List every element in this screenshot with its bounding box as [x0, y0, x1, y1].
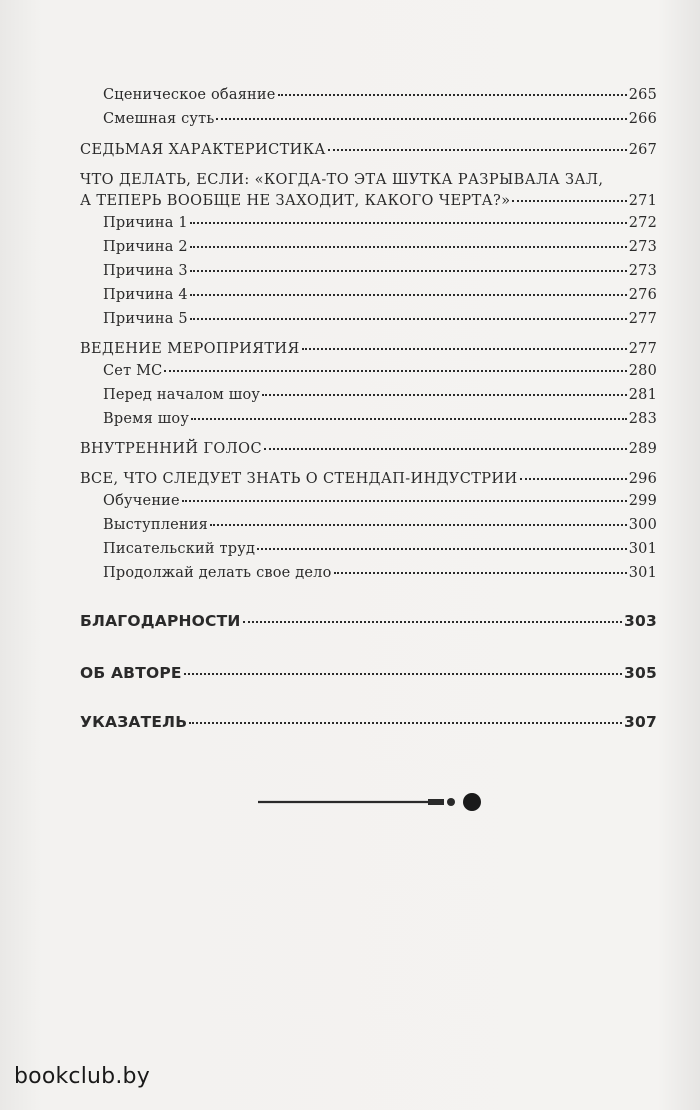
toc-section-title: ОБ АВТОРЕ: [80, 664, 182, 682]
toc-entry-page: 273: [628, 239, 657, 255]
dot-leader: [190, 221, 627, 224]
toc-chapter: [80, 340, 657, 358]
dot-leader: [182, 499, 627, 502]
toc-entry: [103, 540, 657, 558]
toc-section: [80, 713, 657, 731]
toc-entry-page: 283: [628, 411, 657, 427]
dot-leader: [257, 547, 627, 550]
toc-chapter-page: 277: [628, 341, 657, 357]
toc-entry: [103, 564, 657, 582]
toc-entry: [103, 86, 657, 104]
toc-entry-title: Сет МС: [103, 363, 163, 379]
toc-entry-title: Причина 1: [103, 215, 188, 231]
toc-entry-page: 301: [628, 541, 657, 557]
toc-chapter-page: 271: [628, 193, 657, 209]
toc-chapter: [80, 141, 657, 159]
dot-leader: [334, 571, 627, 574]
toc-entry-title: Смешная суть: [103, 111, 215, 127]
dot-leader: [184, 672, 622, 675]
dot-leader: [216, 117, 626, 120]
dot-leader: [210, 523, 627, 526]
toc-entry-page: 265: [628, 87, 657, 103]
dot-leader: [264, 447, 627, 450]
toc-chapter-title: ВСЕ, ЧТО СЛЕДУЕТ ЗНАТЬ О СТЕНДАП-ИНДУСТРИИ: [80, 471, 518, 487]
toc-section: [80, 664, 657, 682]
dot-leader: [302, 347, 627, 350]
dot-leader: [190, 269, 627, 272]
toc-entry-title: Причина 5: [103, 311, 188, 327]
dot-leader: [243, 620, 622, 623]
toc-entry: [103, 214, 657, 232]
toc-chapter-page: 267: [628, 142, 657, 158]
toc-entry-page: 266: [628, 111, 657, 127]
dot-leader: [190, 245, 627, 248]
toc-chapter-title: ВЕДЕНИЕ МЕРОПРИЯТИЯ: [80, 341, 300, 357]
toc-entry: [103, 492, 657, 510]
toc-entry: [103, 386, 657, 404]
toc-entry-page: 301: [628, 565, 657, 581]
toc-section-title: УКАЗАТЕЛЬ: [80, 713, 188, 731]
toc-entry: [103, 310, 657, 328]
dot-leader: [278, 93, 627, 96]
toc-entry: [103, 262, 657, 280]
dot-leader: [512, 199, 626, 202]
toc-entry-title: Причина 4: [103, 287, 188, 303]
toc-chapter: [80, 440, 657, 458]
toc-entry-page: 281: [628, 387, 657, 403]
dot-leader: [164, 369, 626, 372]
toc-chapter-page: 289: [628, 441, 657, 457]
toc-entry: [103, 238, 657, 256]
toc-chapter-title: А ТЕПЕРЬ ВООБЩЕ НЕ ЗАХОДИТ, КАКОГО ЧЕРТА?»: [80, 193, 511, 209]
watermark: bookclub.by: [14, 1064, 150, 1089]
toc-entry-title: Продолжай делать свое дело: [103, 565, 332, 581]
toc-chapter-title: ВНУТРЕННИЙ ГОЛОС: [80, 441, 262, 457]
toc-section-page: 303: [624, 612, 657, 630]
toc-entry-title: Время шоу: [103, 411, 190, 427]
toc-entry-title: Обучение: [103, 493, 180, 509]
toc-chapter-title: СЕДЬМАЯ ХАРАКТЕРИСТИКА: [80, 142, 326, 158]
toc-section-title: БЛАГОДАРНОСТИ: [80, 612, 241, 630]
dot-leader: [190, 317, 627, 320]
toc-entry: [103, 286, 657, 304]
toc-chapter-title-line1: ЧТО ДЕЛАТЬ, ЕСЛИ: «КОГДА-ТО ЭТА ШУТКА РАЗРЫВАЛА ЗАЛ,: [80, 172, 604, 188]
toc-entry-page: 276: [628, 287, 657, 303]
dot-leader: [520, 477, 627, 480]
toc-entry-page: 299: [628, 493, 657, 509]
microphone-icon: [258, 792, 488, 812]
toc-section: [80, 612, 657, 630]
dot-leader: [262, 393, 627, 396]
dot-leader: [189, 721, 622, 724]
toc-entry-page: 273: [628, 263, 657, 279]
toc-entry-title: Причина 3: [103, 263, 188, 279]
toc-entry-title: Сценическое обаяние: [103, 87, 276, 103]
toc-entry-title: Перед началом шоу: [103, 387, 261, 403]
toc-entry-title: Выступления: [103, 517, 209, 533]
dot-leader: [328, 148, 627, 151]
toc-chapter: [80, 192, 657, 210]
toc-entry: [103, 362, 657, 380]
dot-leader: [191, 417, 627, 420]
toc-entry: [103, 410, 657, 428]
toc-entry-page: 277: [628, 311, 657, 327]
toc-entry: [103, 110, 657, 128]
toc-entry: [103, 516, 657, 534]
toc-section-page: 307: [624, 713, 657, 731]
toc-entry-title: Причина 2: [103, 239, 188, 255]
toc-chapter: [80, 470, 657, 488]
toc-entry-page: 300: [628, 517, 657, 533]
toc-entry-title: Писательский труд: [103, 541, 256, 557]
dot-leader: [190, 293, 627, 296]
toc-entry-page: 280: [628, 363, 657, 379]
toc-entry-page: 272: [628, 215, 657, 231]
toc-section-page: 305: [624, 664, 657, 682]
toc-chapter-page: 296: [628, 471, 657, 487]
